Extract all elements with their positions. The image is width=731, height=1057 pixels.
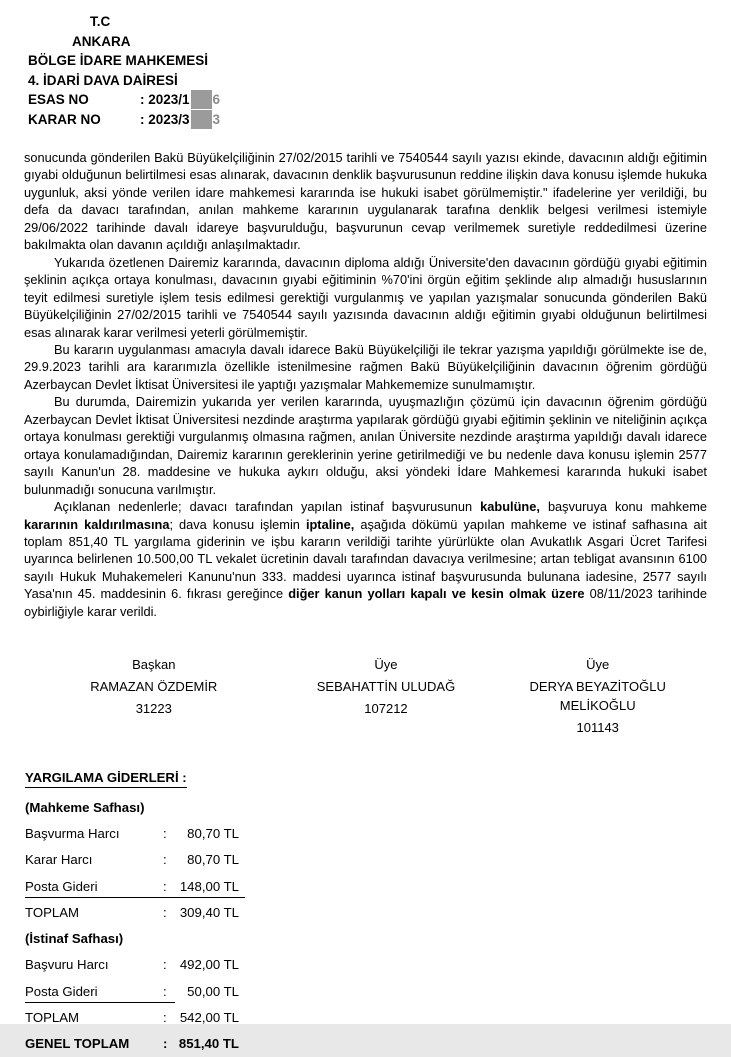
header-city: ANKARA — [72, 33, 131, 49]
costs-row — [25, 820, 239, 846]
costs-row — [25, 1031, 239, 1057]
decision-number-label: KARAR NO — [28, 111, 101, 127]
decision-paragraph-2 — [24, 254, 707, 341]
signer-registry-number: 107212 — [364, 701, 408, 716]
signer-title: Başkan — [132, 657, 176, 672]
costs-section-header — [25, 925, 239, 951]
signature-column-1 — [24, 655, 284, 737]
decision-paragraph-5 — [24, 498, 707, 620]
redaction-box — [191, 90, 212, 109]
costs-table-title: YARGILAMA GİDERLERİ : — [25, 770, 239, 788]
costs-row — [25, 899, 239, 925]
costs-row — [25, 978, 239, 1004]
text-segment: aşağıda dökümü yapılan mahkeme ve istinaf safhasına ait toplam 851,40 TL yargılama giderinin ve işbu kararın verildiği tarihte yürürlükte olan Avukatlık Asgari Ücret Tarifesi uyarınca belirlenen 10.500,00 TL vekalet ücretinin davalı tarafından davacıya verilmesine; artan tebligat avansının 6100 sayılı Hukuk Muhakemeleri Kanunu'nun 333. maddesi uyarınca istinaf başvurusunda bulunana iadesine, 2577 sayılı Yasa'nın 45. maddesinin 6. fıkrası gereğince — [24, 516, 707, 602]
cost-label: Posta Gideri — [25, 983, 98, 999]
text-segment: 08/11/2023 tarihinde oybirliğiyle karar verildi. — [24, 586, 707, 619]
cost-value: 492,00 TL — [179, 957, 239, 973]
text-segment: Bu durumda, Dairemizin yukarıda yer verilen kararında, uyuşmazlığın çözümü için davacının öğrenim gördüğü Azerbaycan Devlet İktisat Üniversitesi nezdinde araştırma yapılarak gördüğü gıyabi eğitimin şeklinin ve niteliğinin açıkça ortaya konulması gerektiği vurgulanmış olmasına rağmen, anılan Üniversite nezdinde araştırma yapıldığı davalı idarece ortaya konulamadığından, Dairemiz kararının gereklerinin yerine getirilmediği ve bu nedenle dava konusu işlemin 2577 sayılı Kanun'un 28. maddesine ve hukuka aykırı olduğu, aksi yöndeki İdare Mahkemesi kararında hukuki isabet bulunmadığı sonucuna varılmıştır. — [24, 394, 707, 497]
costs-row — [25, 873, 239, 899]
header-republic: T.C — [90, 14, 111, 29]
row-underline — [25, 897, 245, 898]
signature-column-3 — [488, 655, 707, 737]
redaction-box — [191, 110, 212, 129]
text-segment: ; dava konusu işlemin — [169, 516, 306, 532]
cost-colon: : — [163, 1010, 167, 1026]
court-header — [28, 12, 220, 129]
cost-value: 80,70 TL — [187, 825, 239, 841]
cost-value: 851,40 TL — [178, 1036, 239, 1052]
cost-label: (İstinaf Safhası) — [25, 931, 124, 947]
cost-label: Karar Harcı — [25, 852, 93, 868]
signer-name: SEBAHATTİN ULUDAĞ — [316, 679, 456, 694]
cost-value: 542,00 TL — [179, 1010, 239, 1026]
costs-section-header — [25, 794, 239, 820]
signer-registry-number: 31223 — [135, 701, 172, 716]
signer-name: DERYA BEYAZİTOĞLU MELİKOĞLU — [529, 679, 666, 713]
signature-column-2 — [284, 655, 489, 737]
bold-text-segment: diğer kanun yolları kapalı ve kesin olmak üzere — [288, 586, 585, 602]
case-number-row — [28, 90, 220, 110]
cost-label: Posta Gideri — [25, 878, 98, 894]
signer-name: RAMAZAN ÖZDEMİR — [90, 679, 218, 694]
decision-number-value: : 2023/3 — [140, 111, 190, 127]
cost-label: TOPLAM — [25, 904, 79, 920]
signature-block — [24, 655, 707, 737]
decision-paragraph-4 — [24, 393, 707, 498]
bold-text-segment: kabulüne, — [480, 499, 540, 515]
costs-row — [25, 952, 239, 978]
header-chamber-name: 4. İDARİ DAVA DAİRESİ — [28, 72, 178, 88]
costs-table — [25, 770, 239, 1057]
cost-label: TOPLAM — [25, 1010, 79, 1026]
cost-value: 50,00 TL — [187, 983, 239, 999]
signer-title: Üye — [374, 657, 398, 672]
cost-colon: : — [163, 983, 167, 999]
text-segment: Bu kararın uygulanması amacıyla davalı idarece Bakü Büyükelçiliği ile tekrar yazışma yapıldığı görülmekte ise de, 29.9.2023 tarihli ara kararımızla özellikle istenilmesine rağmen Bakü Büyükelçiliğinin davacının öğrenim gördüğü Azerbaycan Devlet İktisat Üniversitesi ile yaptığı yazışmalar Mahkememize sunulmamıştır. — [24, 341, 707, 392]
header-court-name: BÖLGE İDARE MAHKEMESİ — [28, 53, 209, 68]
bold-text-segment: kararının kaldırılmasına — [24, 516, 170, 532]
cost-colon: : — [163, 904, 167, 920]
signer-title: Üye — [586, 657, 610, 672]
text-segment: sonucunda gönderilen Bakü Büyükelçiliğinin 27/02/2015 tarihli ve 7540544 sayılı yazısı ekinde, davacının aldığı eğitimin gıyabi olduğunun belirtilmesi esas alınarak, davacının denklik başvurusunun reddine ilişkin dava konusu işlemde hukuka uygunluk, aksi yönde verilen idare mahkemesi kararında ise hukuki isabet görülmemiştir." ifadelerine yer verildiği, bu defa da davacı tarafından, anılan mahkeme kararının uygulanarak tarafına denklik belgesi verilmesi istemiyle 29/06/2022 tarihinde davalı idareye başvurulduğu, başvurunun cevap verilmemek suretiyle reddedilmesi üzerine bakılmakta olan davanın açıldığı anlaşılmaktadır. — [24, 150, 707, 253]
cost-value: 80,70 TL — [187, 852, 239, 868]
text-segment: Açıklanan nedenlerle; davacı tarafından yapılan istinaf başvurusunun — [54, 499, 481, 515]
bold-text-segment: iptaline, — [305, 516, 355, 532]
row-underline — [25, 1002, 175, 1003]
cost-label: (Mahkeme Safhası) — [25, 799, 145, 815]
signer-registry-number: 101143 — [576, 720, 619, 735]
cost-value: 148,00 TL — [179, 878, 239, 894]
cost-colon: : — [163, 825, 167, 841]
cost-colon: : — [163, 957, 167, 973]
decision-number-remnant: 3 — [212, 111, 221, 127]
cost-label: Başvuru Harcı — [25, 957, 109, 973]
decision-body-text — [24, 149, 707, 620]
cost-value: 309,40 TL — [179, 904, 239, 920]
decision-paragraph-1 — [24, 149, 707, 254]
cost-colon: : — [163, 852, 167, 868]
cost-colon: : — [163, 878, 167, 894]
text-segment: Yukarıda özetlenen Dairemiz kararında, davacının diploma aldığı Üniversite'den davacının gördüğü gıyabi eğitimin şeklinin açıkça ortaya konulması, davacının gıyabi eğitiminin %70'ini örgün eğitim şeklinde alıp almadığı hususlarının teyit edilmesi suretiyle işlem tesis edilmesi gerektiği vurgulanmış ve yapılan yazışmalar sonucunda gönderilen Bakü Büyükelçiliğinin 27/02/2015 tarihli ve 7540544 sayılı yazısında davacının aldığı eğitimin gıyabi olduğunun belirtilmesi esas alınarak karar verilmesi yeterli görülmemiştir. — [24, 254, 707, 340]
cost-label: Başvurma Harcı — [25, 825, 120, 841]
costs-row — [25, 847, 239, 873]
decision-number-row — [28, 110, 220, 130]
case-number-value: : 2023/1 — [140, 92, 190, 107]
cost-label: GENEL TOPLAM — [25, 1036, 130, 1052]
case-number-remnant: 6 — [212, 92, 221, 107]
text-segment: başvuruya konu mahkeme — [539, 499, 707, 515]
case-number-label: ESAS NO — [28, 92, 89, 107]
decision-paragraph-3 — [24, 341, 707, 393]
costs-row — [25, 1004, 239, 1030]
cost-colon: : — [163, 1036, 168, 1052]
costs-table-rows — [25, 794, 239, 1057]
